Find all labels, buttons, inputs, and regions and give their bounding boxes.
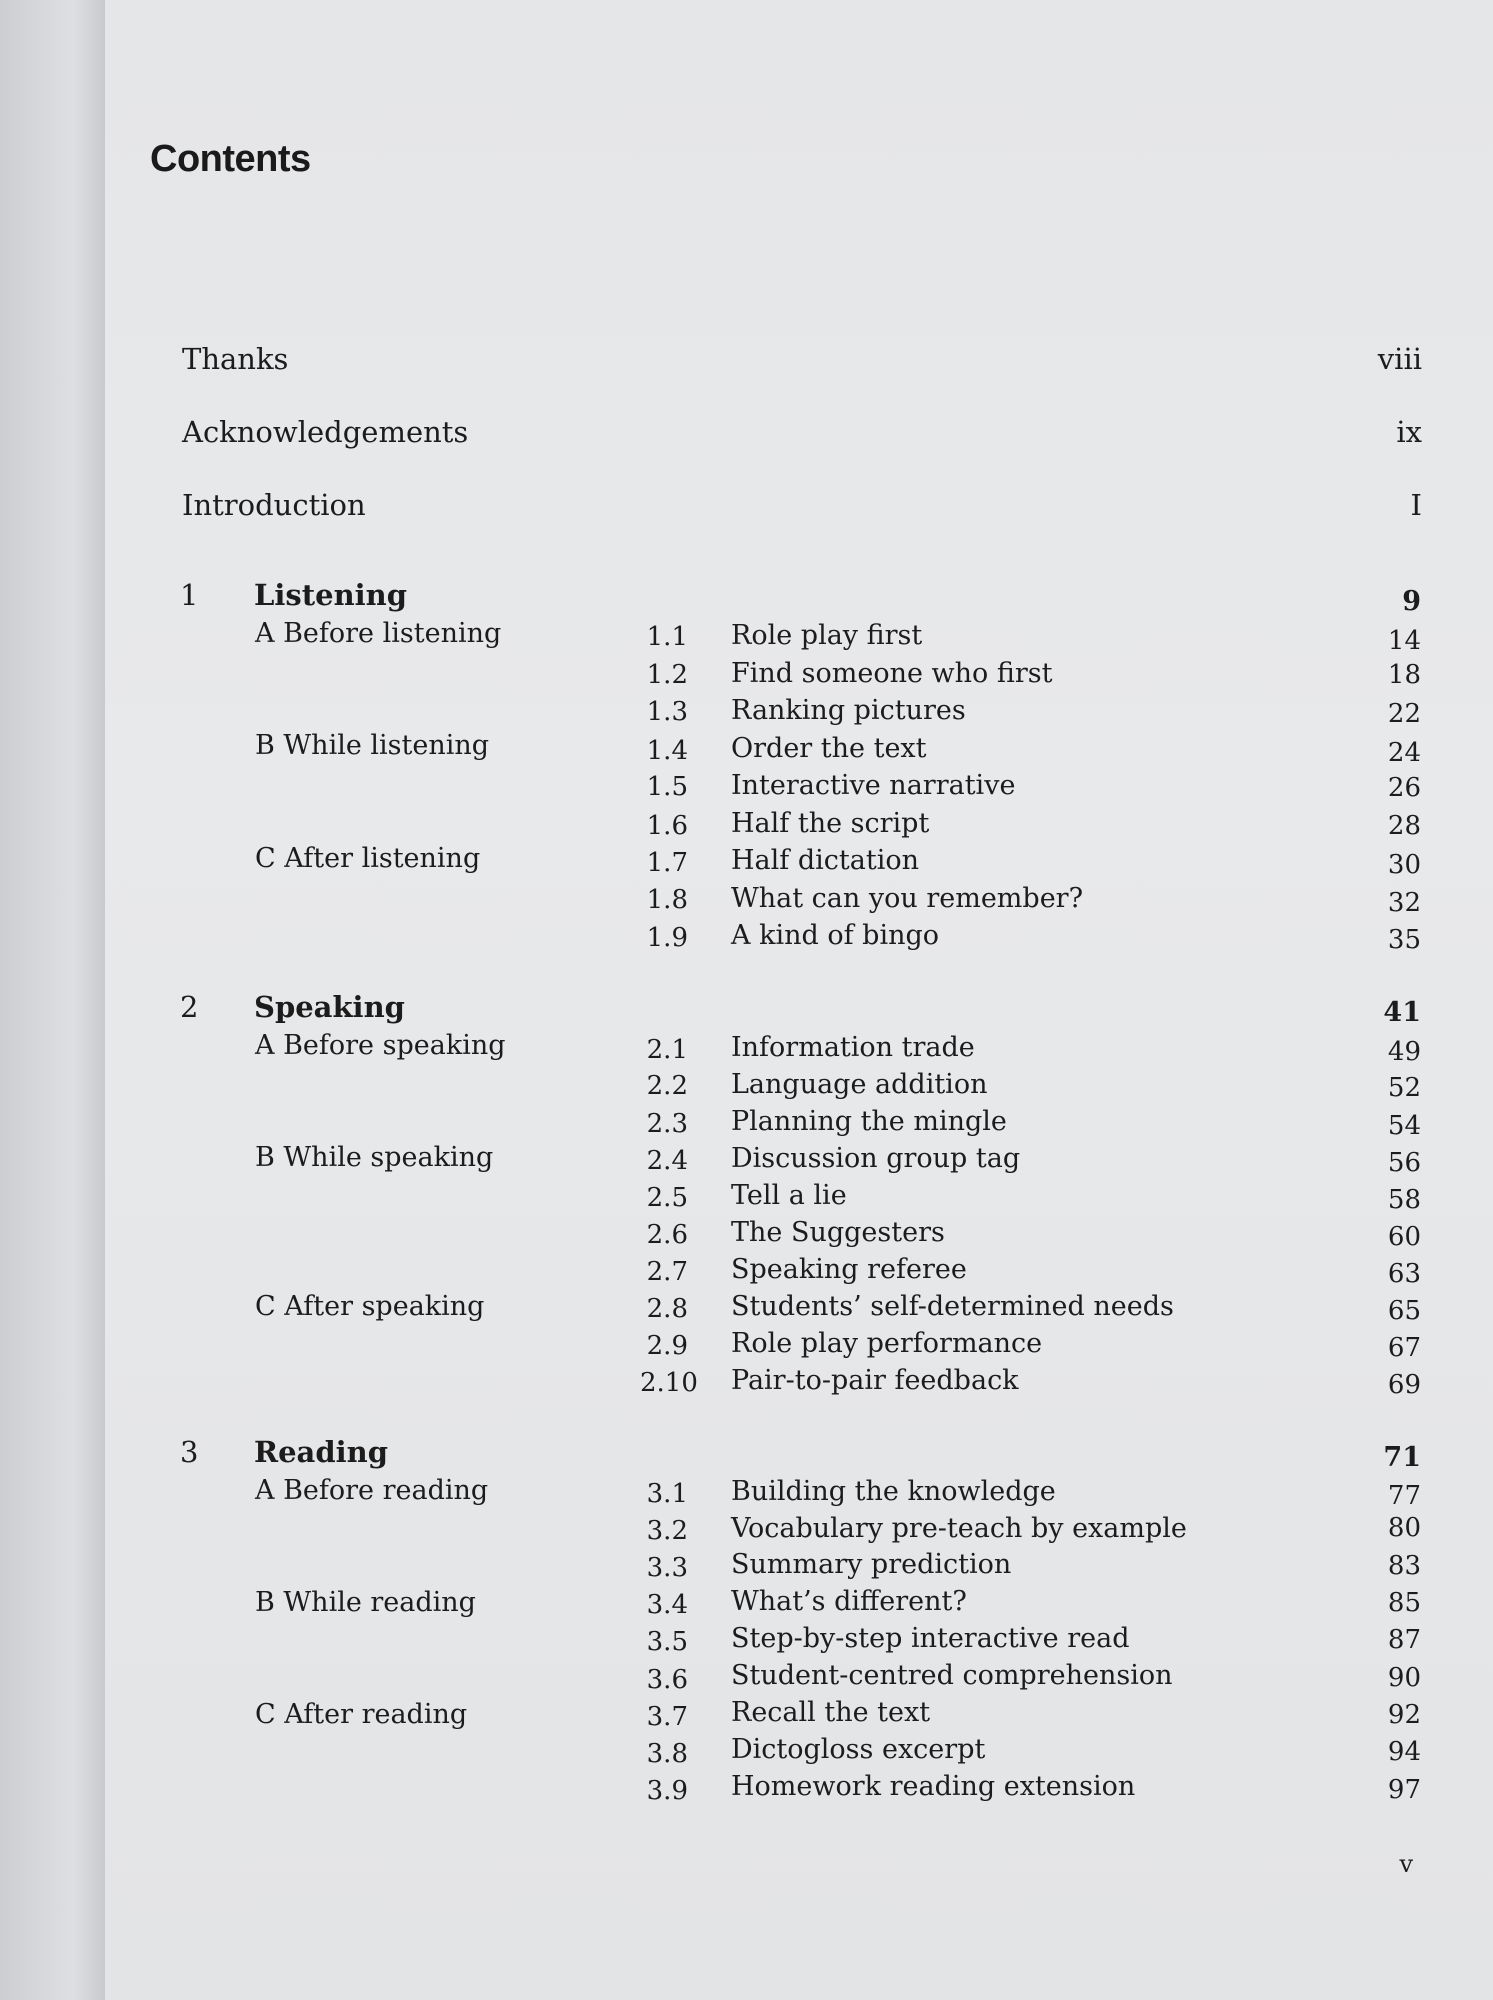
activity-title: Recall the text [731,1697,931,1728]
activity-number: 1.8 [646,885,688,915]
activity-page: 49 [1387,1037,1421,1067]
activity-title: Pair-to-pair feedback [731,1365,1019,1396]
chapter-title: Speaking [254,990,405,1024]
activity-title: Tell a lie [731,1180,847,1211]
activity-page: 80 [1387,1513,1421,1543]
activity-page: 54 [1387,1111,1421,1141]
activity-number: 1.2 [646,660,688,690]
activity-page: 28 [1387,811,1421,841]
chapter-title: Reading [254,1435,388,1469]
activity-page: 94 [1387,1737,1421,1767]
activity-number: 1.9 [646,923,688,953]
activity-number: 2.7 [646,1257,688,1287]
activity-title: Find someone who first [731,658,1053,689]
activity-page: 56 [1387,1148,1421,1178]
section-label: C After speaking [255,1291,485,1322]
toc-front-page: I [1410,488,1422,522]
activity-page: 30 [1387,850,1421,880]
chapter-page: 41 [1383,997,1421,1028]
activity-number: 3.6 [646,1665,688,1695]
activity-title: Language addition [731,1069,988,1100]
activity-number: 1.6 [646,811,688,841]
activity-title: What’s different? [731,1586,967,1617]
chapter-title: Listening [254,578,408,612]
activity-page: 52 [1387,1073,1421,1103]
activity-page: 58 [1387,1185,1421,1215]
activity-title: Summary prediction [731,1549,1012,1580]
section-label: C After reading [255,1699,468,1730]
activity-page: 65 [1387,1296,1421,1326]
toc-front-entry [182,342,1422,382]
toc-front-label: Introduction [182,488,366,522]
activity-page: 97 [1387,1775,1421,1805]
section-label: B While reading [255,1587,476,1618]
activity-title: The Suggesters [731,1217,945,1248]
activity-page: 35 [1387,925,1421,955]
activity-page: 92 [1387,1700,1421,1730]
activity-title: Discussion group tag [731,1143,1021,1174]
activity-number: 1.3 [646,697,688,727]
activity-number: 3.1 [646,1479,688,1509]
activity-title: Interactive narrative [731,770,1016,801]
toc-front-label: Acknowledgements [182,415,469,449]
activity-number: 3.4 [646,1590,688,1620]
activity-title: Ranking pictures [731,695,966,726]
activity-title: Order the text [731,733,927,764]
activity-number: 2.9 [646,1331,688,1361]
activity-page: 26 [1387,773,1421,803]
activity-page: 67 [1387,1333,1421,1363]
activity-page: 60 [1387,1222,1421,1252]
activity-number: 2.6 [646,1220,688,1250]
activity-title: Half dictation [731,845,919,876]
activity-number: 3.8 [646,1739,688,1769]
chapter-number: 2 [180,990,199,1024]
section-label: A Before reading [255,1475,489,1506]
activity-title: Dictogloss excerpt [731,1734,986,1765]
activity-number: 3.3 [646,1553,688,1583]
activity-number: 2.5 [646,1183,688,1213]
activity-number: 2.4 [646,1146,688,1176]
chapter-number: 1 [180,578,199,612]
toc-front-page: ix [1396,415,1422,449]
activity-number: 3.9 [646,1776,688,1806]
activity-number: 1.4 [646,736,688,766]
book-gutter [0,0,105,2000]
activity-page: 69 [1387,1370,1421,1400]
page-number: v [1399,1850,1413,1878]
activity-page: 18 [1387,660,1421,690]
section-label: B While listening [255,730,490,761]
activity-number: 2.10 [640,1368,698,1398]
toc-front-label: Thanks [182,342,289,376]
activity-title: Planning the mingle [731,1106,1007,1137]
activity-title: Speaking referee [731,1254,967,1285]
activity-title: Student-centred comprehension [731,1660,1173,1691]
activity-number: 2.2 [646,1071,688,1101]
activity-number: 2.1 [646,1035,688,1065]
activity-page: 32 [1387,888,1421,918]
activity-page: 63 [1387,1259,1421,1289]
section-label: A Before listening [255,618,502,649]
chapter-number: 3 [180,1435,199,1469]
activity-title: Step-by-step interactive read [731,1623,1130,1654]
activity-title: Role play performance [731,1328,1043,1359]
section-label: B While speaking [255,1142,494,1173]
page-title: Contents [150,138,311,180]
activity-number: 3.5 [646,1627,688,1657]
activity-number: 2.8 [646,1294,688,1324]
activity-page: 87 [1387,1625,1421,1655]
activity-number: 1.5 [646,772,688,802]
activity-page: 85 [1387,1588,1421,1618]
activity-title: Information trade [731,1032,975,1063]
activity-title: Vocabulary pre-teach by example [731,1513,1187,1544]
activity-number: 1.1 [646,622,688,652]
activity-page: 22 [1387,699,1421,729]
activity-title: A kind of bingo [731,920,940,951]
activity-page: 90 [1387,1663,1421,1693]
activity-number: 3.7 [646,1702,688,1732]
activity-page: 77 [1387,1481,1421,1511]
activity-page: 14 [1387,626,1421,656]
activity-title: Homework reading extension [731,1771,1136,1802]
activity-number: 3.2 [646,1516,688,1546]
chapter-page: 71 [1383,1442,1421,1473]
activity-title: Building the knowledge [731,1476,1056,1507]
activity-number: 2.3 [646,1109,688,1139]
activity-title: Role play first [731,620,923,651]
activity-number: 1.7 [646,848,688,878]
section-label: C After listening [255,843,481,874]
toc-front-page: viii [1377,342,1422,376]
activity-title: Half the script [731,808,930,839]
chapter-page: 9 [1402,586,1421,617]
toc-front-entry [182,488,1422,528]
activity-title: What can you remember? [731,883,1084,914]
section-label: A Before speaking [255,1030,506,1061]
activity-page: 83 [1387,1551,1421,1581]
activity-page: 24 [1387,738,1421,768]
toc-front-entry [182,415,1422,455]
activity-title: Students’ self-determined needs [731,1291,1174,1322]
